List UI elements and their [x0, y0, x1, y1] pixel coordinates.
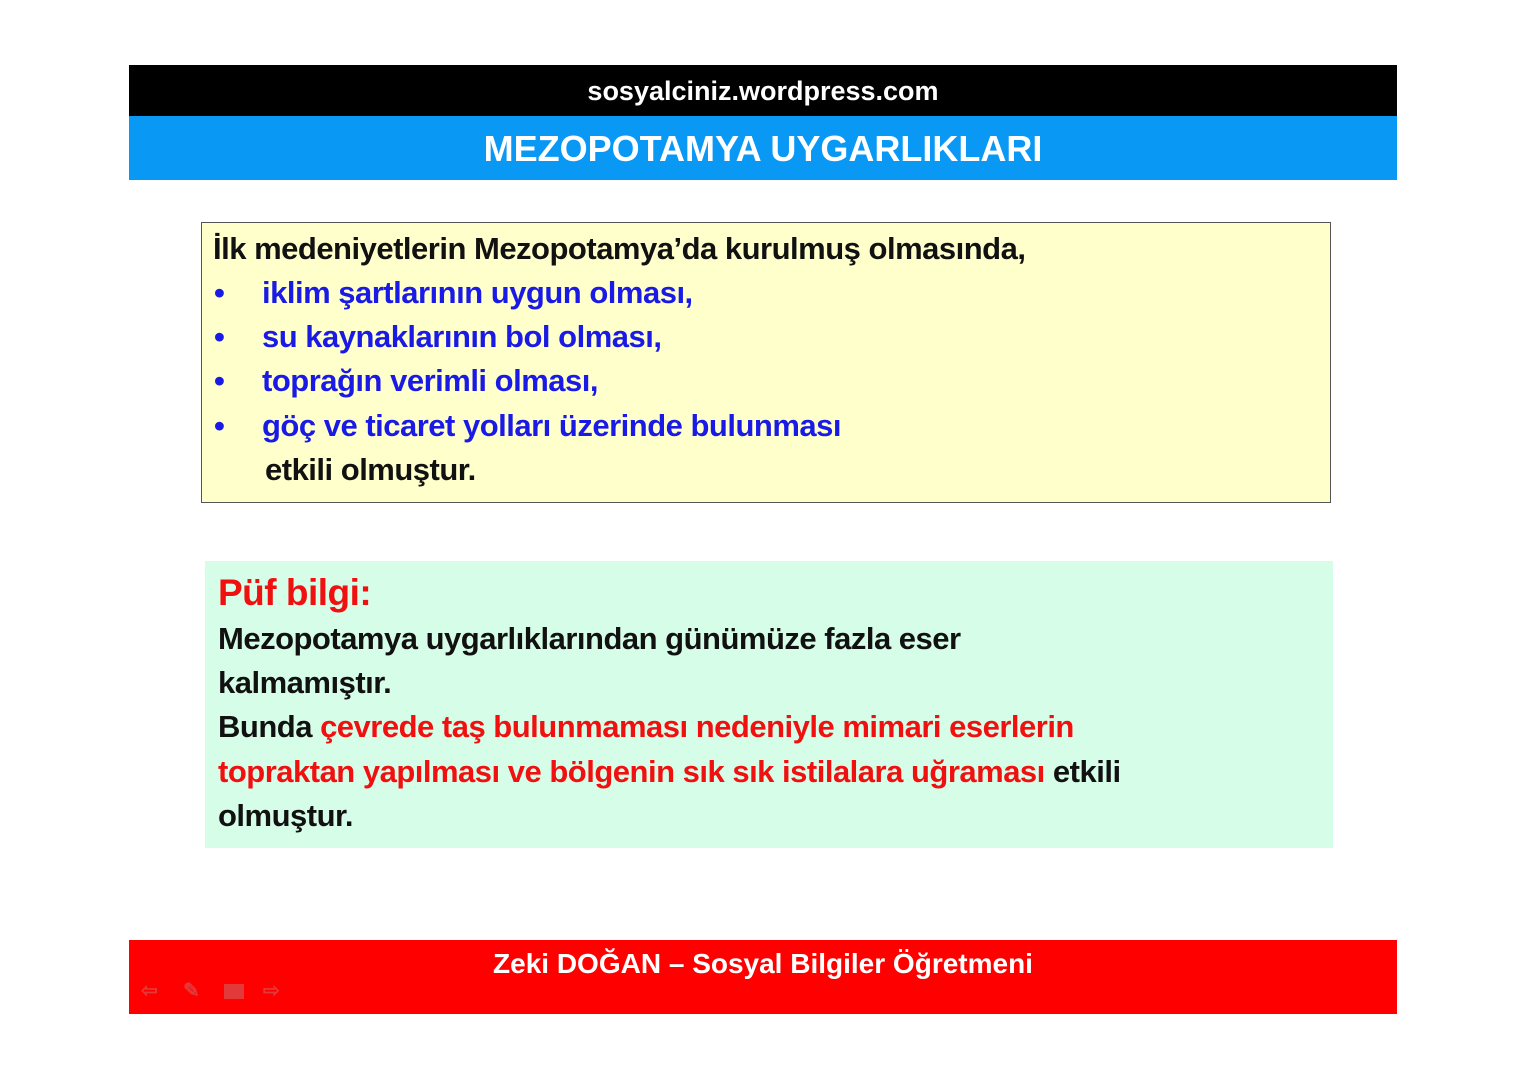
footer-banner — [129, 940, 1397, 1014]
author-credit: Zeki DOĞAN – Sosyal Bilgiler Öğretmeni — [493, 948, 1033, 979]
tip-line — [218, 709, 1074, 745]
menu-icon[interactable] — [224, 984, 244, 999]
bullet: • — [214, 363, 225, 398]
tip-box — [205, 561, 1333, 848]
reasons-box — [201, 222, 1331, 503]
intro-text: İlk medeniyetlerin Mezopotamya’da kurulmuş olmasında, — [213, 231, 1026, 266]
arrow-left-icon[interactable]: ⇦ — [141, 980, 158, 1002]
pen-icon[interactable]: ✎ — [183, 980, 200, 1002]
tip-line: Mezopotamya uygarlıklarından günümüze fazla eser — [218, 621, 961, 656]
tip-heading: Püf bilgi: — [218, 572, 372, 613]
bullet: • — [214, 408, 225, 443]
tip-line: kalmamıştır. — [218, 665, 392, 700]
list-item-text: göç ve ticaret yolları üzerinde bulunması — [262, 408, 842, 443]
tip-line: olmuştur. — [218, 798, 354, 833]
list-item-text: iklim şartlarının uygun olması, — [262, 275, 693, 310]
bullet: • — [214, 319, 225, 354]
title-banner — [129, 116, 1397, 180]
site-url: sosyalciniz.wordpress.com — [587, 76, 939, 106]
tip-line — [218, 754, 1121, 790]
bullet: • — [214, 275, 225, 310]
list-item-text: su kaynaklarının bol olması, — [262, 319, 662, 354]
tip-highlight: çevrede taş bulunmaması nedeniyle mimari eserlerin — [320, 709, 1074, 744]
site-banner — [129, 65, 1397, 116]
page-title: MEZOPOTAMYA UYGARLIKLARI — [483, 128, 1043, 169]
tip-text: etkili — [1044, 754, 1121, 789]
tip-highlight: topraktan yapılması ve bölgenin sık sık istilalara uğraması — [218, 754, 1045, 789]
tip-text: Bunda — [218, 709, 321, 744]
list-item-text: toprağın verimli olması, — [262, 363, 598, 398]
outro-text: etkili olmuştur. — [265, 452, 476, 487]
arrow-right-icon[interactable]: ⇨ — [263, 980, 280, 1002]
